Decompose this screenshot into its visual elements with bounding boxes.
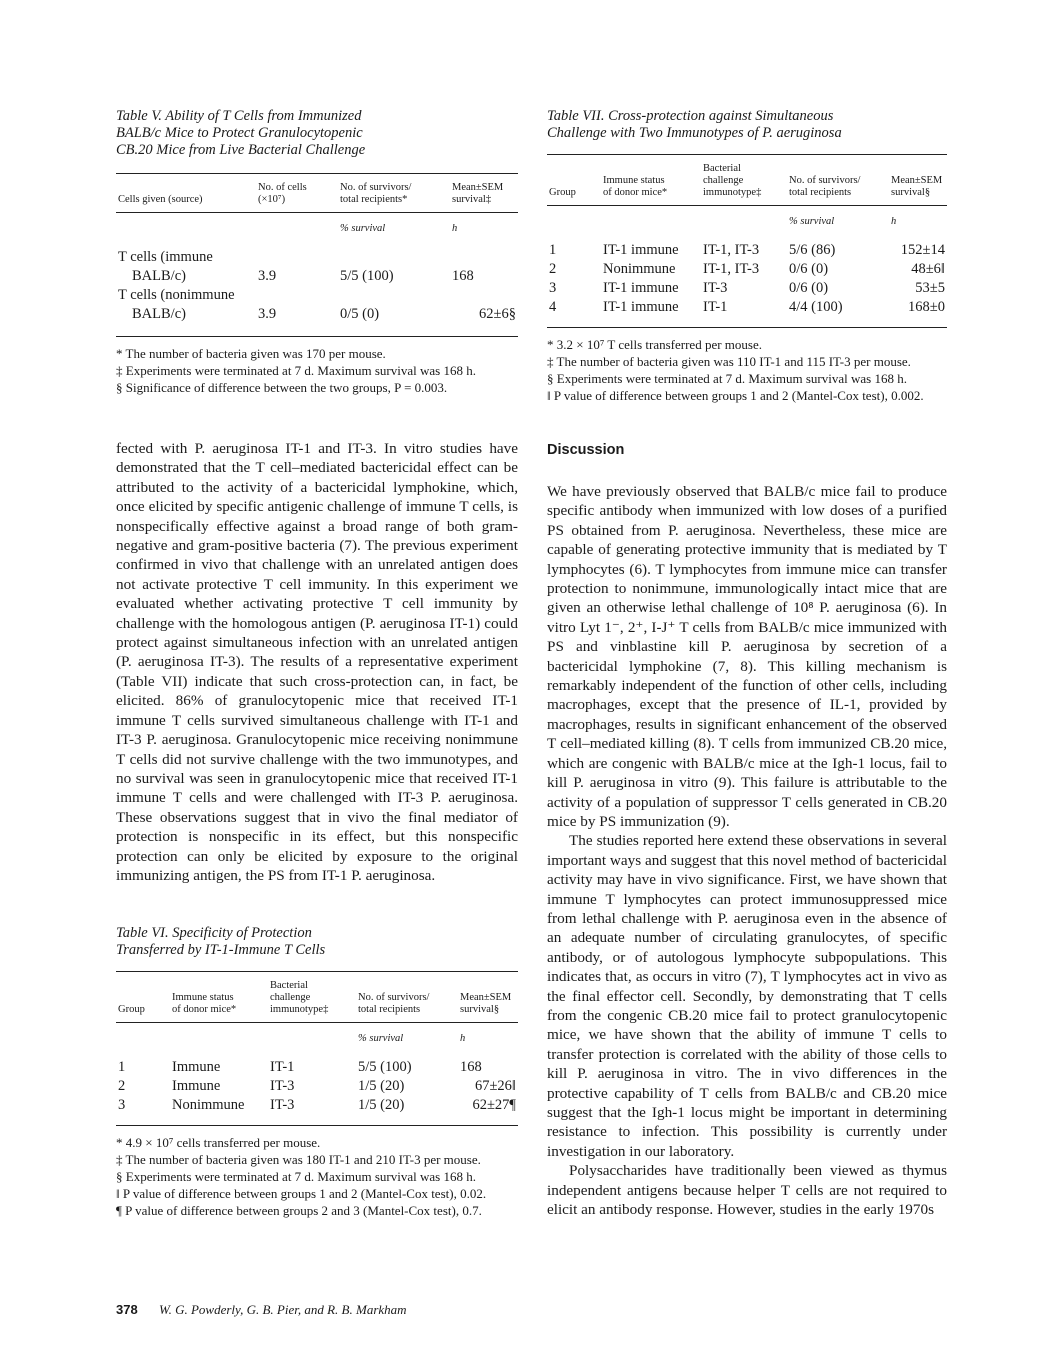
- table-row: BALB/c) 3.9 0/5 (0) 62±6§: [132, 306, 516, 322]
- table6-footnotes: * 4.9 × 10⁷ cells transferred per mouse. ‡ The number of bacteria given was 180 IT-1 and 210 IT-3 per mouse. § Experiments were terminated at 7 d. Maximum survival was 168 h. ‖ P value of difference between groups 1 and 2 (Mantel-Cox test), 0.02. ¶ P value of difference between groups 2 and 3 (Mantel-Cox test), 0.7.: [116, 1135, 487, 1219]
- table6-grid: [116, 972, 518, 1119]
- table5-header-row: [116, 174, 518, 212]
- left-body-text: fected with P. aeruginosa IT-1 and IT-3. In vitro studies have demonstrated that the T cell–mediated bactericidal effect can be attributed to the activity of a bactericidal lymphokine, which, once elicited by specific antigenic challenge of immune T cells, is nonspecifically effective against a broad range of both gram-negative and gram-positive bacteria (7). The previous experiment confirmed in vivo that challenge with an unrelated antigen does not activate protective T cell immunity. In this experiment we evaluated whether activating protective T cell immunity by challenge with the homologous antigen (P. aeruginosa IT-1) could protect against simultaneous infection with an unrelated antigen (P. aeruginosa IT-3). The results of a representative experiment (Table VII) indicate that such cross-protection can, in fact, be elicited. 86% of granulocytopenic mice that received IT-1 immune T cells survived simultaneous challenge with IT-1 and IT-3 P. aeruginosa. Granulocytopenic mice receiving nonimmune T cells did not survive challenge with the two immunotypes, and no survival was seen in granulocytopenic mice that received IT-1 immune T cells and were challenged with IT-3 P. aeruginosa. These observations suggest that in vivo the final mediator of protection is nonspecific in its effect, but this nonspecific protection can only be elicited by exposure to the original immunizing antigen, the PS from IT-1 P. aeruginosa.: [116, 440, 518, 884]
- table-row: T cells (immune: [118, 249, 213, 265]
- table7-header-row: Group Immune status of donor mice* Bacterial challenge immunotype‡ No. of survivors/ total recipients Mean±SEM survival§: [549, 163, 943, 198]
- discussion-paragraph-2: The studies reported here extend these observations in several important ways and suggest that this novel method of bactericidal activity may have in vivo significance. First, we have shown that immune T lymphocytes can protect immunosuppressed mice from lethal challenge with P. aeruginosa even in the absence of an adequate number of circulating granulocytes, of specific antibody, or of autologous lymphocyte subpopulations. This indicates that, as occurs in vitro (7), T lymphocytes act in vivo as the final effector cell. Secondly, by demonstrating that T cells from the congenic CB.20 mice fail to protect granulocytopenic mice, we have shown that the ability of immune T cells to transfer protection is correlated with the ability of those cells to kill P. aeruginosa in vitro. The in vivo differences in the protective capability of T cells from BALB/c and CB.20 mice suggest that the Igh-1 locus might be important in determining resistance to infection. This possibility is currently under investigation in our laboratory.: [547, 832, 947, 1160]
- discussion-paragraph-1: We have previously observed that BALB/c mice fail to produce specific antibody when immunized with low doses of a purified PS obtained from P. aeruginosa. Nevertheless, these mice are capable of generating protective immunity that is mediated by T lymphocytes (6). T lymphocytes from immune mice can transfer protection to nonimmune, immunologically intact mice that are given an otherwise lethal challenge of 10⁸ P. aeruginosa (6). In vitro Lyt 1⁻, 2⁺, I-J⁺ T cells from BALB/c mice immunized with PS and vinblastine kill P. aeruginosa by secretion of a bactericidal lymphokine (7, 8). This killing mechanism is remarkably independent of the function of other cells, including macrophages, except that the presence of IL-1, provided by macrophages, results in significant enhancement of the observed T cell–mediated killing (8). T cells from immunized CB.20 mice, which are congenic with BALB/c mice at the Igh-1 locus, fail to kill P. aeruginosa in vitro (9). This failure is attributable to the activity of a population of suppressor T cells generated in CB.20 mice by PS immunization (9).: [547, 483, 947, 830]
- table6-caption: Table VI. Specificity of Protection Transferred by IT-1-Immune T Cells: [116, 925, 326, 959]
- table5-header-cells-given: Cells given (source): [118, 194, 203, 205]
- table5-caption: Table V. Ability of T Cells from Immunized BALB/c Mice to Protect Granulocytopenic CB.20 Mice from Live Bacterial Challenge: [116, 108, 366, 158]
- table-row: 3 Nonimmune IT-3 1/5 (20) 62±27¶: [118, 1097, 516, 1114]
- footer-authors: W. G. Powderly, G. B. Pier, and R. B. Markham: [158, 1302, 407, 1317]
- table6-units-row: % survival h: [358, 1033, 466, 1045]
- right-column: [547, 108, 947, 1219]
- table-row: 2 Immune IT-3 1/5 (20) 67±26‖: [118, 1078, 516, 1095]
- table7-bottom-rule: [547, 327, 947, 328]
- table7-footnotes: * 3.2 × 10⁷ T cells transferred per mouse. ‡ The number of bacteria given was 110 IT-1 and 115 IT-3 per mouse. § Experiments were terminated at 7 d. Maximum survival was 168 h. ‖ P value of difference between groups 1 and 2 (Mantel-Cox test), 0.002.: [547, 337, 924, 403]
- table-row: 3 IT-1 immune IT-3 0/6 (0) 53±5: [549, 280, 945, 296]
- discussion-paragraph-3: Polysaccharides have traditionally been viewed as thymus independent antigens because helper T cells are not required to elicit an antibody response. However, studies in the early 1970s: [547, 1162, 947, 1219]
- table5-header-num-cells: No. of cells (×10⁷): [258, 182, 307, 205]
- page-footer: [116, 1302, 407, 1318]
- table7: [547, 108, 947, 404]
- table-row: BALB/c) 3.9 5/5 (100) 168: [132, 268, 474, 284]
- page-number: 378: [116, 1302, 138, 1317]
- table6-bottom-rule: [116, 1125, 518, 1126]
- table-row: 4 IT-1 immune IT-1 4/4 (100) 168±0: [549, 299, 945, 315]
- table-row: T cells (nonimmune: [118, 287, 235, 303]
- discussion-heading: Discussion: [547, 442, 625, 458]
- table5-header-mean-sem: Mean±SEM survival‡: [452, 182, 504, 205]
- table6: [116, 925, 518, 1219]
- table5-footnotes: * The number of bacteria given was 170 per mouse. ‡ Experiments were terminated at 7 d. Maximum survival was 168 h. § Significance of difference between the two groups, P = 0.003.: [116, 346, 476, 395]
- table7-grid: [547, 155, 947, 321]
- table-row: 1 IT-1 immune IT-1, IT-3 5/6 (86) 152±14: [549, 242, 945, 258]
- table7-caption: Table VII. Cross-protection against Simultaneous Challenge with Two Immunotypes of P. aeruginosa: [547, 108, 842, 141]
- table5-bottom-rule: [116, 336, 518, 337]
- table5-units-row: % survival h: [340, 223, 458, 234]
- table-row: 2 Nonimmune IT-1, IT-3 0/6 (0) 48±6‖: [549, 261, 945, 277]
- table5-header-survivors: No. of survivors/ total recipients*: [340, 182, 412, 205]
- table-row: 1 Immune IT-1 5/5 (100) 168: [118, 1059, 482, 1076]
- table5-grid: [116, 174, 518, 328]
- left-column: [116, 108, 518, 1219]
- table6-header-row: Group Immune status of donor mice* Bacterial challenge immunotype‡ No. of survivors/ total recipients Mean±SEM survival§: [118, 980, 512, 1016]
- table5: [116, 108, 518, 396]
- table7-units-row: % survival h: [789, 216, 897, 227]
